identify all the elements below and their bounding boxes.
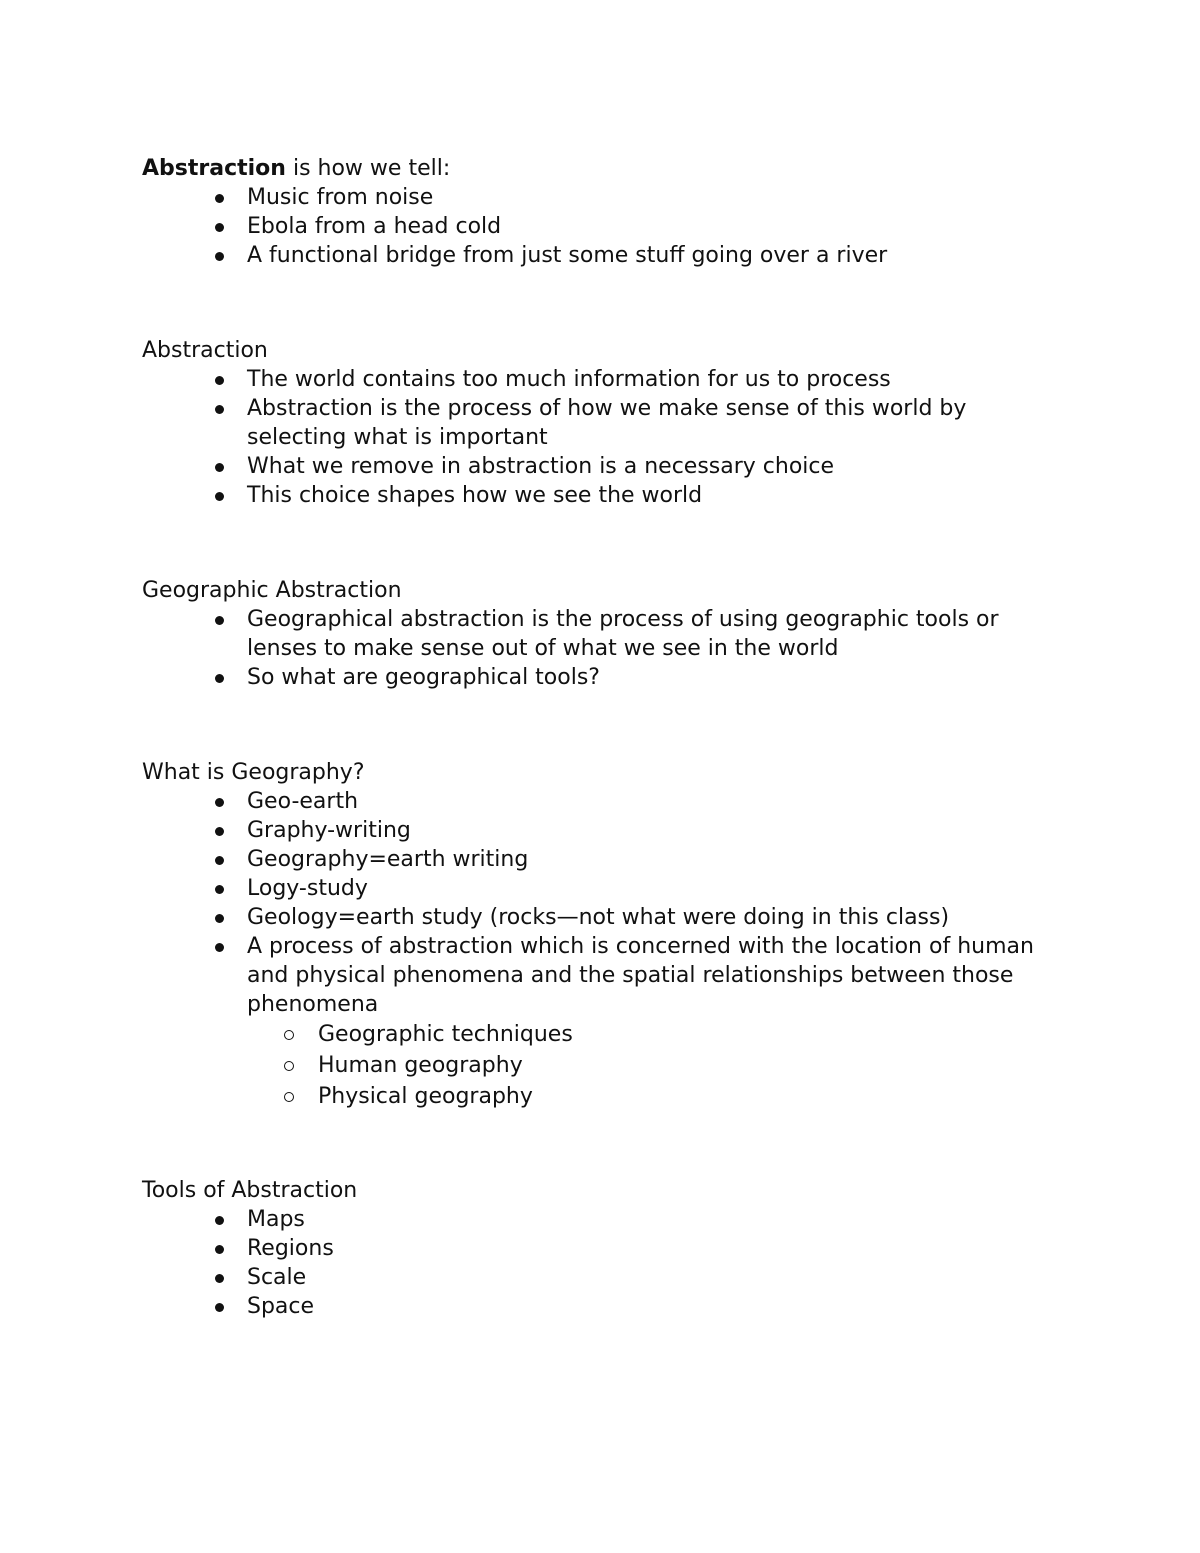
sub-list-item: Physical geography (247, 1081, 1062, 1112)
list-item: Geography=earth writing (142, 845, 1062, 874)
hollow-bullet-icon (284, 1030, 294, 1040)
list-item: Geo-earth (142, 787, 1062, 816)
hollow-bullet-icon (284, 1061, 294, 1071)
list-item: Scale (142, 1263, 1062, 1292)
list-item: Logy-study (142, 874, 1062, 903)
bullet-icon (215, 798, 224, 807)
list-item: A process of abstraction which is concerned with the location of human and physical phenomena and the spatial relationships between those phenomena Geographic techniques Human geography Physical geography (142, 932, 1062, 1112)
bullet-icon (215, 252, 224, 261)
list-item: Abstraction is the process of how we make sense of this world by selecting what is important (142, 394, 1062, 452)
section-tools-of-abstraction (142, 1176, 1062, 1321)
bullet-list (142, 1205, 1062, 1321)
sub-list-item: Human geography (247, 1050, 1062, 1081)
bullet-icon (215, 1245, 224, 1254)
bullet-icon (215, 463, 224, 472)
section-geographic-abstraction (142, 576, 1062, 692)
section-heading: Abstraction (142, 338, 268, 363)
section-abstraction-intro (142, 154, 1062, 270)
section-heading: Geographic Abstraction (142, 578, 402, 603)
bullet-list (142, 183, 1062, 270)
list-item: So what are geographical tools? (142, 663, 1062, 692)
list-item: Space (142, 1292, 1062, 1321)
list-item: Geology=earth study (rocks—not what were doing in this class) (142, 903, 1062, 932)
section-heading (142, 154, 1062, 183)
list-item: Ebola from a head cold (142, 212, 1062, 241)
list-item: What we remove in abstraction is a necessary choice (142, 452, 1062, 481)
bullet-icon (215, 856, 224, 865)
bullet-icon (215, 492, 224, 501)
heading-rest: is how we tell: (285, 156, 451, 181)
bullet-icon (215, 194, 224, 203)
list-item: Maps (142, 1205, 1062, 1234)
list-item: A functional bridge from just some stuff going over a river (142, 241, 1062, 270)
bullet-icon (215, 1303, 224, 1312)
bullet-icon (215, 914, 224, 923)
heading-bold-term: Abstraction (142, 156, 286, 181)
bullet-icon (215, 223, 224, 232)
bullet-icon (215, 1216, 224, 1225)
bullet-icon (215, 1274, 224, 1283)
bullet-list (142, 365, 1062, 510)
bullet-list (142, 787, 1062, 1112)
bullet-icon (215, 376, 224, 385)
section-abstraction (142, 336, 1062, 510)
bullet-icon (215, 405, 224, 414)
sub-list (247, 1019, 1062, 1112)
list-item: Music from noise (142, 183, 1062, 212)
bullet-icon (215, 827, 224, 836)
list-item: Graphy-writing (142, 816, 1062, 845)
bullet-icon (215, 943, 224, 952)
bullet-icon (215, 616, 224, 625)
list-item: The world contains too much information for us to process (142, 365, 1062, 394)
list-item: Regions (142, 1234, 1062, 1263)
section-heading: What is Geography? (142, 760, 365, 785)
hollow-bullet-icon (284, 1092, 294, 1102)
section-heading: Tools of Abstraction (142, 1178, 358, 1203)
section-what-is-geography (142, 758, 1062, 1112)
bullet-icon (215, 885, 224, 894)
bullet-icon (215, 674, 224, 683)
list-item: This choice shapes how we see the world (142, 481, 1062, 510)
list-item: Geographical abstraction is the process of using geographic tools or lenses to make sense out of what we see in the world (142, 605, 1062, 663)
bullet-list (142, 605, 1062, 692)
sub-list-item: Geographic techniques (247, 1019, 1062, 1050)
